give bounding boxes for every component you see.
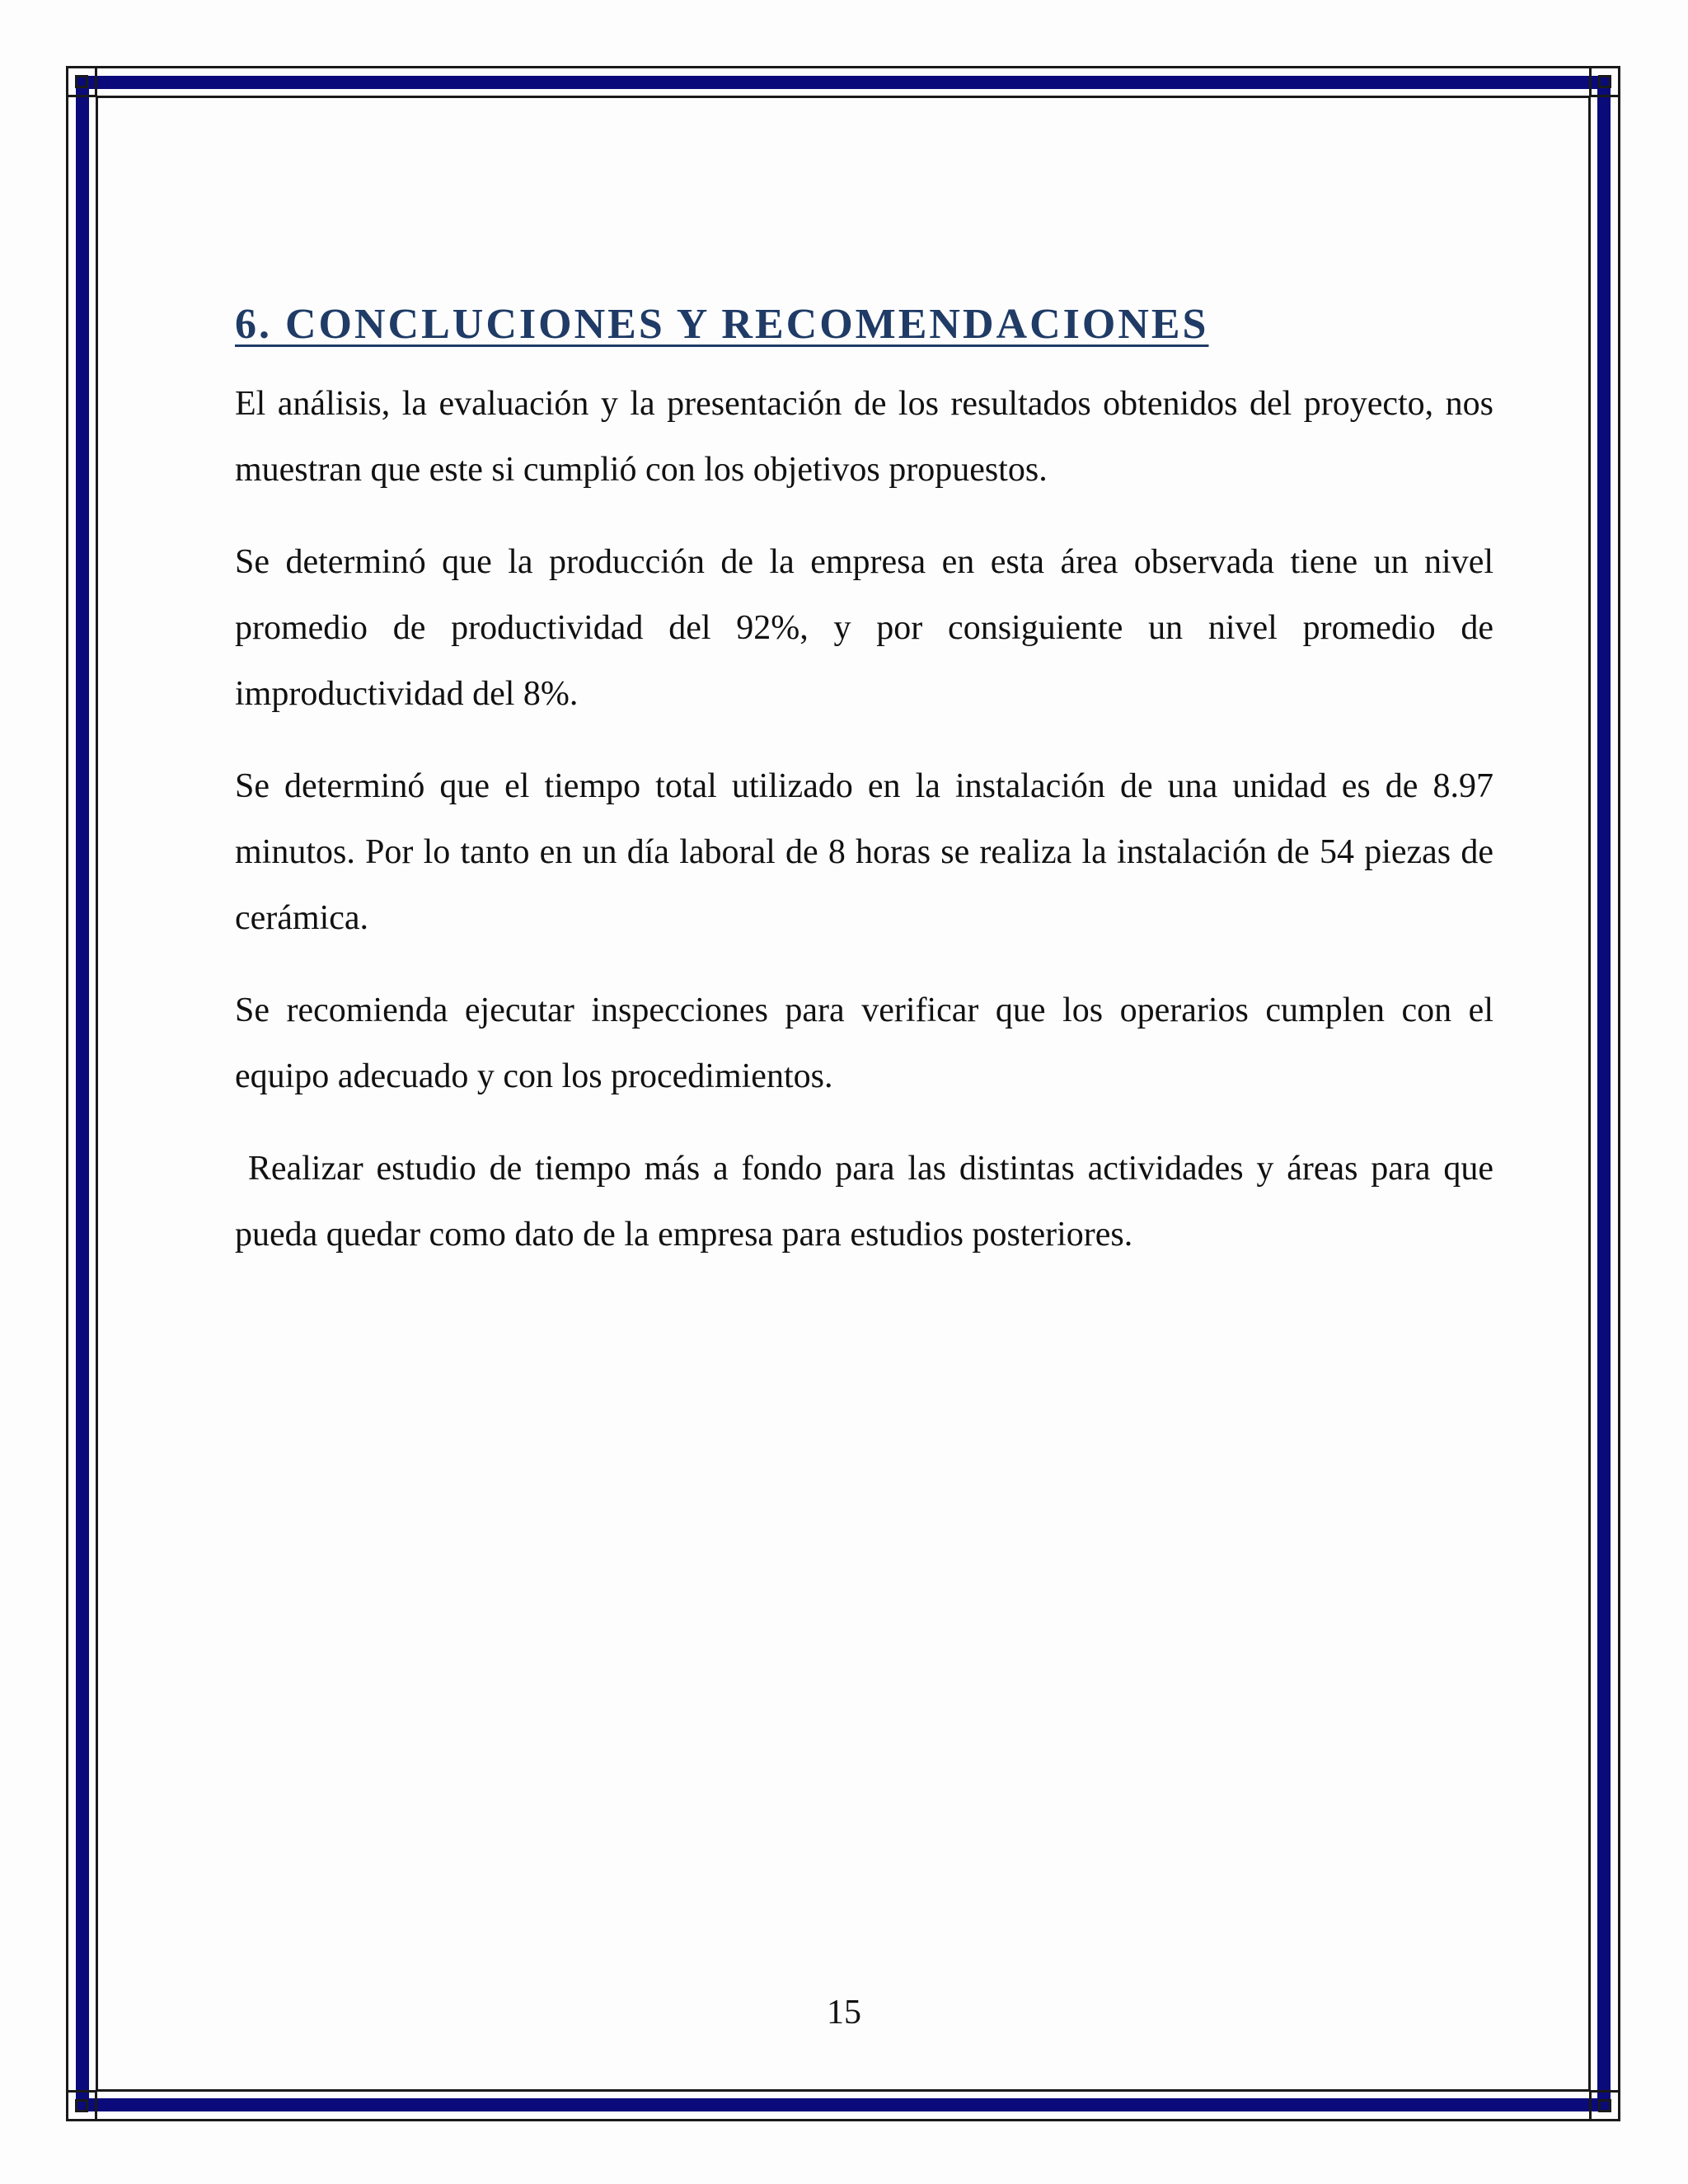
- section-heading: 6. CONCLUCIONES Y RECOMENDACIONES: [235, 301, 1209, 348]
- paragraph-installation-time: Se determinó que el tiempo total utilizado en la instalación de una unidad es de 8.97 minutos. Por lo tanto en un día laboral de 8 horas se realiza la instalación de 54 piezas de cerámica.: [235, 767, 1493, 937]
- paragraph-recommendation-inspections: Se recomienda ejecutar inspecciones para verificar que los operarios cumplen con el equipo adecuado y con los procedimientos.: [235, 991, 1493, 1095]
- page-number: 15: [827, 1994, 861, 2032]
- paragraph-conclusion-objectives: El análisis, la evaluación y la presentación de los resultados obtenidos del proyecto, nos muestran que este si cumplió con los objetivos propuestos.: [235, 385, 1493, 489]
- border-corner-ornament-bottom-left: [66, 2090, 97, 2121]
- border-corner-ornament-bottom-right: [1589, 2090, 1620, 2121]
- section-body: [235, 295, 1503, 1294]
- paragraph-productivity: Se determinó que la producción de la empresa en esta área observada tiene un nivel promedio de productividad del 92%, y por consiguiente un nivel promedio de improductividad del 8%.: [235, 543, 1493, 713]
- paragraph-recommendation-time-study: Realizar estudio de tiempo más a fondo para las distintas actividades y áreas para que pueda quedar como dato de la empresa para estudios posteriores.: [235, 1150, 1503, 1254]
- border-corner-ornament-top-right: [1589, 66, 1620, 97]
- border-corner-ornament-top-left: [66, 66, 97, 97]
